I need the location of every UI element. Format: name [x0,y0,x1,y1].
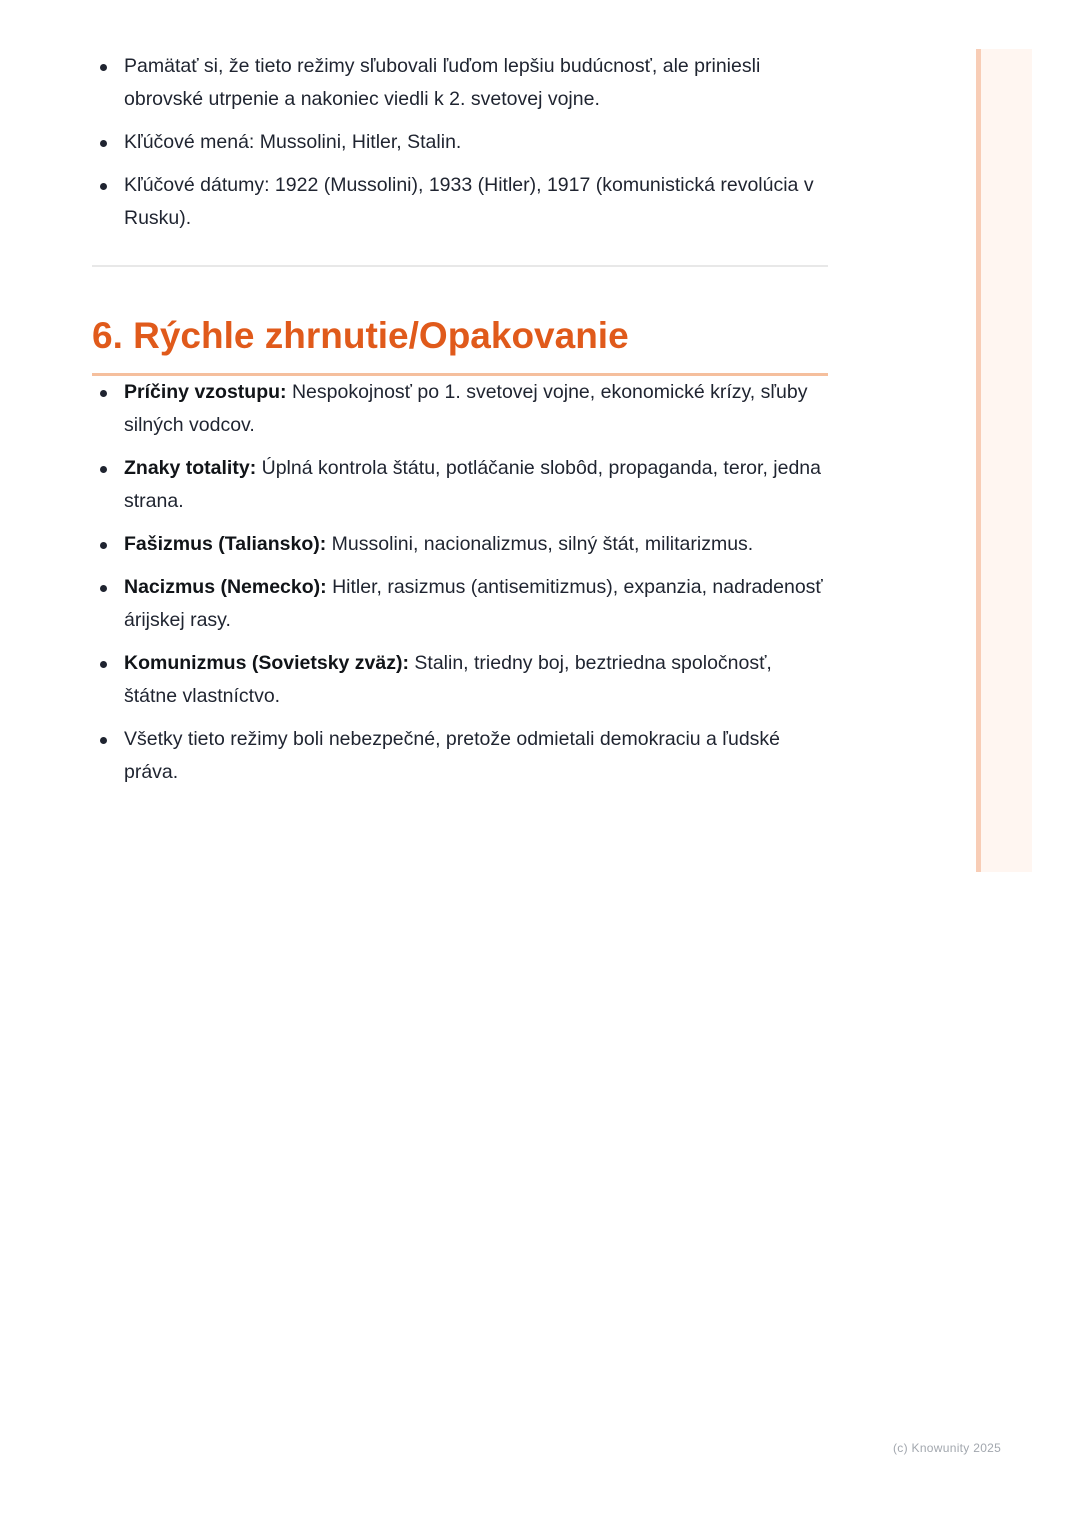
document-content [92,50,828,799]
bullet-text: Kľúčové dátumy: 1922 (Mussolini), 1933 (Hitler), 1917 (komunistická revolúcia v Rusku). [124,174,814,229]
bullet-text: Mussolini, nacionalizmus, silný štát, militarizmus. [326,533,754,555]
bullet-dot [100,390,107,397]
bullet-text: Pamätať si, že tieto režimy sľubovali ľuďom lepšiu budúcnosť, ale priniesli obrovské utrpenie a nakoniec viedli k 2. svetovej vojne. [124,55,761,110]
bullet-label: Príčiny vzostupu: [124,381,287,403]
bullet-dot [100,542,107,549]
list-item [92,723,828,789]
summary-bullet-list [92,376,828,789]
list-item [92,376,828,442]
bullet-label: Komunizmus (Sovietsky zväz): [124,652,409,674]
bullet-text: Všetky tieto režimy boli nebezpečné, pretože odmietali demokraciu a ľudské práva. [124,728,781,783]
side-note-panel [976,49,1032,872]
list-item [92,571,828,637]
bullet-label: Nacizmus (Nemecko): [124,576,327,598]
intro-bullet-list [92,50,828,235]
bullet-dot [100,183,107,190]
copyright-footer: (c) Knowunity 2025 [893,1441,1002,1455]
bullet-dot [100,737,107,744]
bullet-text: Stalin, triedny boj, beztriedna spoločnosť, štátne vlastníctvo. [124,652,772,707]
list-item [92,169,828,235]
bullet-label: Fašizmus (Taliansko): [124,533,327,555]
bullet-dot [100,466,107,473]
bullet-label: Znaky totality: [124,457,257,479]
bullet-text: Hitler, rasizmus (antisemitizmus), expanzia, nadradenosť árijskej rasy. [124,576,823,631]
bullet-text: Nespokojnosť po 1. svetovej vojne, ekonomické krízy, sľuby silných vodcov. [124,381,808,436]
list-item [92,528,828,561]
bullet-dot [100,64,107,71]
section-divider [92,265,828,267]
list-item [92,452,828,518]
bullet-text: Úplná kontrola štátu, potláčanie slobôd, propaganda, teror, jedna strana. [124,457,821,512]
list-item [92,647,828,713]
list-item [92,126,828,159]
section-title: 6. Rýchle zhrnutie/Opakovanie [92,315,629,356]
bullet-dot [100,140,107,147]
list-item [92,50,828,116]
bullet-text: Kľúčové mená: Mussolini, Hitler, Stalin. [124,131,462,153]
bullet-dot [100,661,107,668]
bullet-dot [100,585,107,592]
